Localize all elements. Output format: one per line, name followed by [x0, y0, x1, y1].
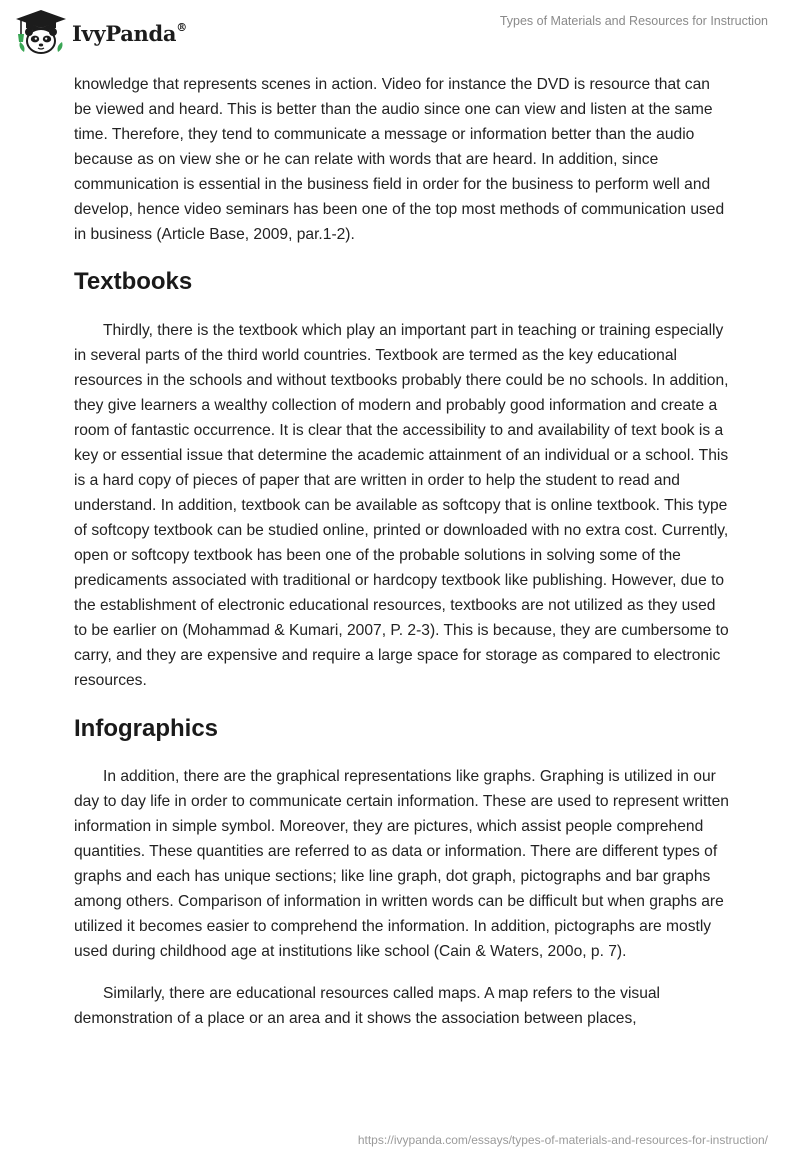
paragraph-maps: Similarly, there are educational resources called maps. A map refers to the visual demonstration of a place or an area and it shows the association between places, [74, 985, 661, 1027]
brand-logo[interactable] [14, 8, 187, 56]
paragraph-video-continued: knowledge that represents scenes in action. Video for instance the DVD is resource that can be viewed and heard. This is better than the audio since one can view and listen at the same time. Therefore, they tend to communicate a message or information better than the audio because as on view she or he can relate with words that are heard. In addition, since communication is essential in the business field in order for the business to perform well and develop, hence video seminars has been one of the top most methods of communication used in business (Article Base, 2009, par.1-2). [74, 76, 725, 243]
source-url[interactable]: https://ivypanda.com/essays/types-of-materials-and-resources-for-instruction/ [357, 1133, 768, 1147]
paragraph-textbooks: Thirdly, there is the textbook which play an important part in teaching or training especially in several parts of the third world countries. Textbook are termed as the key educational resources in the schools and without textbooks probably there could be no schools. In addition, they give learners a wealthy collection of modern and probably good information and create a room of fantastic occurrence. It is clear that the accessibility to and availability of text book is a key or essential issue that determine the academic attainment of an individual or a school. This is a hard copy of pieces of paper that are written in order to help the student to read and understand. In addition, textbook can be available as softcopy that is online textbook. This type of softcopy textbook can be studied online, printed or downloaded with no extra cost. Currently, open or softcopy textbook has been one of the probable solutions in solving some of the predicaments associated with traditional or hardcopy textbook like publishing. However, due to the establishment of electronic educational resources, textbooks are not utilized as they used to be earlier on (Mohammad & Kumari, 2007, P. 2-3). This is because, they are cumbersome to carry, and they are expensive and require a large space for storage as compared to electronic resources. [74, 322, 729, 689]
paragraph-infographics: In addition, there are the graphical representations like graphs. Graphing is utilized in our day to day life in order to communicate certain information. These are used to represent written information in simple symbol. Moreover, they are pictures, which assist people comprehend quantities. These quantities are referred to as data or information. There are different types of graphs and each has unique sections; like line graph, dot graph, pictographs and bar graphs among others. Comparison of information in written words can be difficult but when graphs are utilized it becomes easier to comprehend the information. In addition, pictographs are mostly used during childhood age at institutions like school (Cain & Waters, 200o, p. 7). [74, 768, 729, 960]
brand-name: IvyPanda® [72, 20, 187, 46]
essay-content [74, 72, 730, 1031]
heading-textbooks: Textbooks [74, 268, 193, 295]
heading-infographics: Infographics [74, 715, 219, 742]
document-title: Types of Materials and Resources for Instruction [499, 14, 768, 28]
panda-graduate-icon [14, 8, 68, 56]
page-header [0, 0, 800, 60]
